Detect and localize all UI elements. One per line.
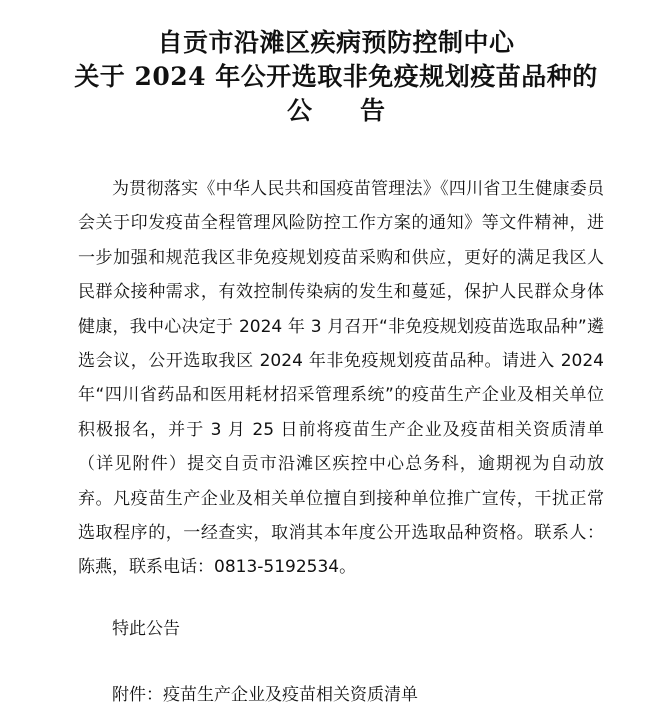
attachment-line: 附件：疫苗生产企业及疫苗相关资质清单: [112, 685, 418, 705]
title-line-organization: 自贡市沿滩区疾病预防控制中心: [157, 28, 515, 57]
body-paragraph: 为贯彻落实《中华人民共和国疫苗管理法》《四川省卫生健康委员会关于印发疫苗全程管理风险防控工作方案的通知》等文件精神，进一步加强和规范我区非免疫规划疫苗采购和供应，更好的满足我区人民群众接种需求，有效控制传染病的发生和蔓延，保护人民群众身体健康，我中心决定于 2024 年 3 月召开“非免疫规划疫苗选取品种”遴选会议，公开选取我区 2024 年非免疫规划疫苗品种。请进入 2024 年“四川省药品和医用耗材招采管理系统”的疫苗生产企业及相关单位积极报名，并于 3 月 25 日前将疫苗生产企业及疫苗相关资质清单（详见附件）提交自贡市沿滩区疾控中心总务科，逾期视为自动放弃。凡疫苗生产企业及相关单位擅自到接种单位推广宣传，干扰正常选取程序的，一经查实，取消其本年度公开选取品种资格。联系人：陈燕，联系电话：0813-5192534。: [78, 179, 604, 578]
closing-line: 特此公告: [112, 619, 180, 639]
title-line-notice: 公告: [286, 96, 433, 125]
title-line-subject: 关于 2024 年公开选取非免疫规划疫苗品种的: [74, 62, 598, 91]
document-title: [0, 26, 672, 128]
